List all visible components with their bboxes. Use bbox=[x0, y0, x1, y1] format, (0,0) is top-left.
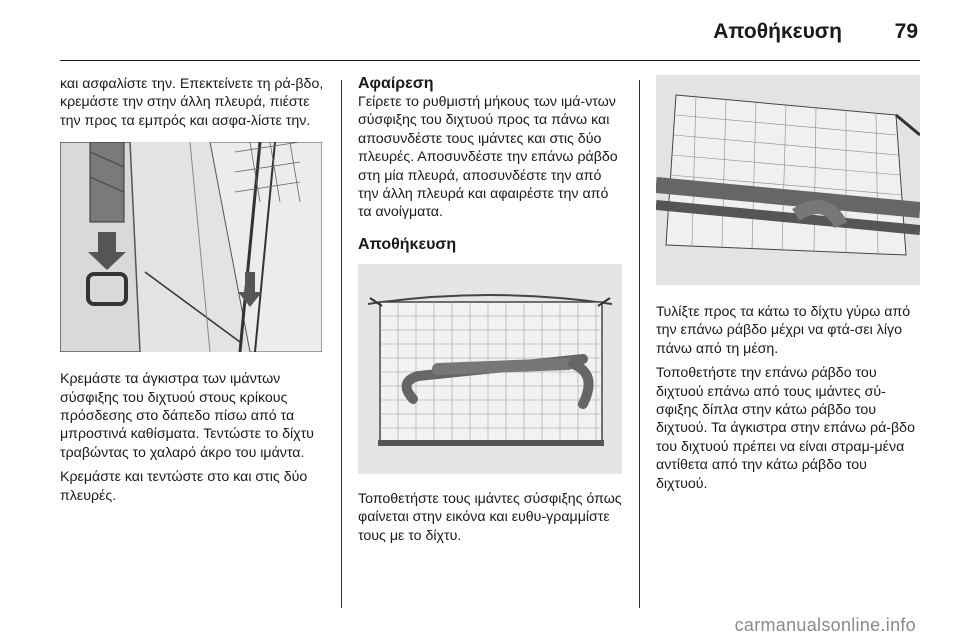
rolled-net-drawing bbox=[656, 75, 920, 285]
page-number: 79 bbox=[894, 20, 918, 43]
column-middle bbox=[358, 75, 624, 551]
storage-heading: Αποθήκευση bbox=[358, 235, 457, 253]
straps-paragraph: Τοποθετήστε τους ιμάντες σύσφιξης όπως φαίνεται στην εικόνα και ευθυ-γραμμίστε τους με το δίχτυ. bbox=[358, 490, 622, 544]
fold-paragraph: Τυλίξτε προς τα κάτω το δίχτυ γύρω από την επάνω ράβδο μέχρι να φτά-σει λίγο πάνω από τη μέση. bbox=[656, 304, 911, 357]
column-right bbox=[656, 75, 922, 499]
column-divider-right bbox=[639, 80, 640, 608]
seatbelt-hook-drawing bbox=[60, 142, 322, 352]
removal-heading: Αφαίρεση bbox=[358, 75, 434, 92]
intro-paragraph: και ασφαλίστε την. Επεκτείνετε τη ρά-βδο, κρεμάστε την στην άλλη πλευρά, πιέστε την προς τα εμπρός και ασφα-λίστε την. bbox=[60, 76, 324, 129]
section-title: Αποθήκευση bbox=[713, 20, 842, 43]
watermark: carmanualsonline.info bbox=[734, 615, 916, 635]
net-straps-drawing bbox=[358, 264, 622, 474]
net-straps-illustration bbox=[358, 264, 622, 474]
sides-paragraph: Κρεμάστε και τεντώστε στο και στις δύο πλευρές. bbox=[60, 469, 308, 504]
page-header bbox=[0, 0, 960, 60]
hooks-paragraph: Κρεμάστε τα άγκιστρα των ιμάντων σύσφιξης του διχτυού στους κρίκους πρόσδεσης στο δάπεδο πίσω από τα μπροστινά καθίσματα. Τεντώστε το δίχτυ τραβώντας το χαλαρό άκρο του ιμάντα. bbox=[60, 371, 314, 461]
seatbelt-hook-illustration bbox=[60, 142, 322, 352]
place-paragraph: Τοποθετήστε την επάνω ράβδο του διχτυού επάνω από τους ιμάντες σύ-σφιξης δίπλα στην κάτω ράβδο του διχτυού. Τα άγκιστρα στην επάνω ρά-βδο του διχτυού πρέπει να είναι στραμ-μένα αντίθετα από την κάτω ράβδο του διχτυού. bbox=[656, 365, 915, 492]
column-left bbox=[60, 75, 326, 511]
column-divider-left bbox=[341, 80, 342, 608]
rolled-net-illustration bbox=[656, 75, 920, 285]
header-rule bbox=[60, 60, 920, 61]
removal-paragraph: Γείρετε το ρυθμιστή μήκους των ιμά-ντων σύσφιξης του διχτυού προς τα πάνω και αποσυνδέστε τους ιμάντες και στις δύο πλευρές. Αποσυνδέστε την επάνω ράβδο στη μία πλευρά, αποσυνδέστε την από την άλλη πλευρά και αφαιρέστε την από τα ανοίγματα. bbox=[358, 94, 618, 221]
